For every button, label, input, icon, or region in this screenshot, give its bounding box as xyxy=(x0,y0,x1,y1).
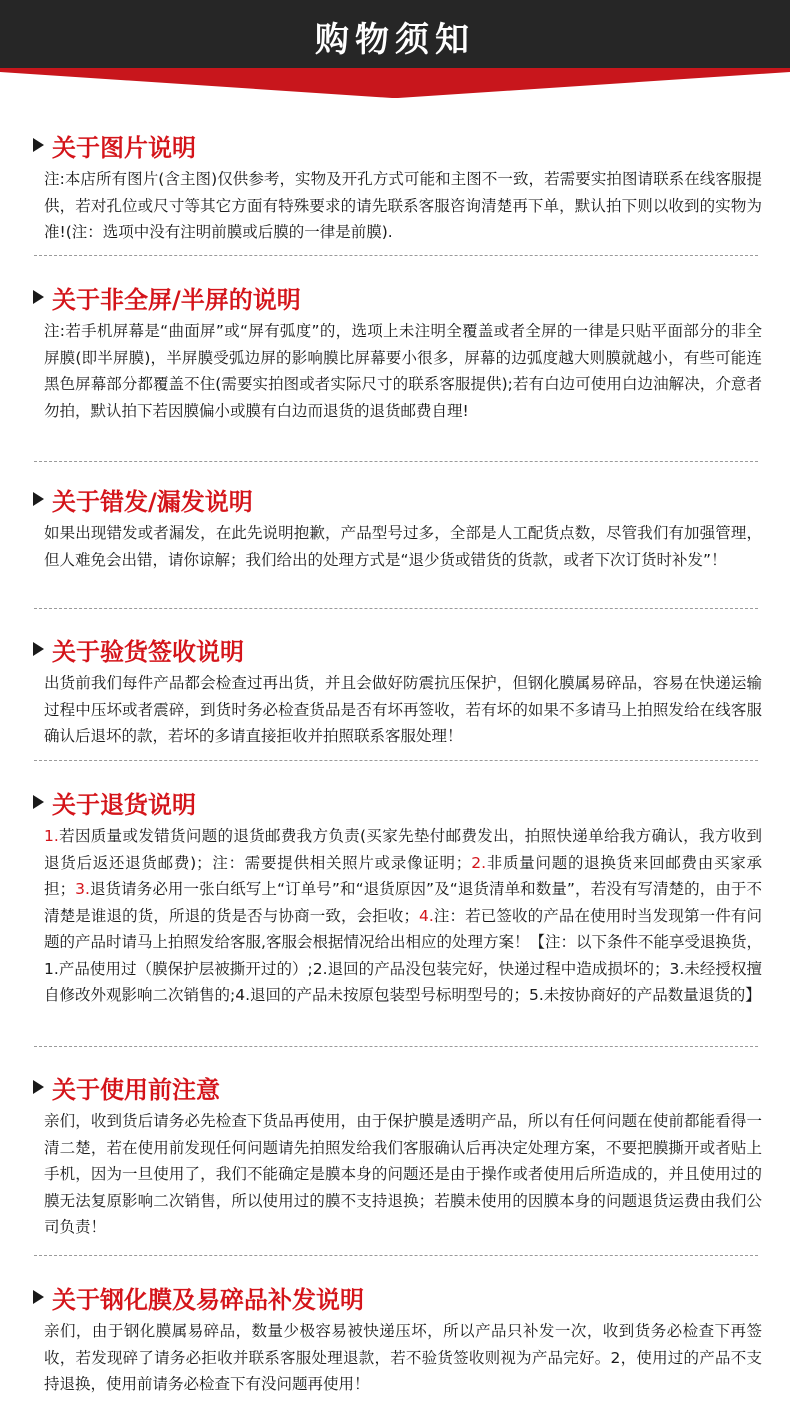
section-body: 亲们，由于钢化膜属易碎品，数量少极容易被快递压坏，所以产品只补发一次，收到货务必检查下再签收，若发现碎了请务必拒收并联系客服处理退款，若不验货签收则视为产品完好。2，使用过的产品不支持退换，使用前请务必检查下有没问题再使用！ xyxy=(44,1322,762,1393)
section-arrow-icon xyxy=(33,642,44,656)
divider xyxy=(34,760,758,761)
section-body: 注:若手机屏幕是“曲面屏”或“屏有弧度”的，选项上未注明全覆盖或者全屏的一律是只贴平面部分的非全屏膜(即半屏膜)，半屏膜受弧边屏的影响膜比屏幕要小很多，屏幕的边弧度越大则膜就越小，有些可能连黑色屏幕部分都覆盖不住(需要实拍图或者实际尺寸的联系客服提供);若有白边可使用白边油解决，介意者勿拍，默认拍下若因膜偏小或膜有白边而退货的退货邮费自理! xyxy=(44,322,762,420)
section-before-use-notice xyxy=(0,1068,790,1241)
section-body xyxy=(44,823,762,1009)
section-picture-notice xyxy=(0,126,790,246)
list-item-text: 退货请务必用一张白纸写上“订单号”和“退货原因”及“退货清单和数量”，若没有写清楚的，由于不清楚是谁退的货，所退的货是否与协商一致，会拒收； xyxy=(44,880,762,925)
list-item-text: 若因质量或发错货问题的退货邮费我方负责(买家先垫付邮费发出，拍照快递单给我方确认，我方收到退货后返还退货邮费)；注：需要提供相关照片或录像证明； xyxy=(44,827,762,872)
list-item-text: 注：若已签收的产品在使用时当发现第一件有问题的产品时请马上拍照发给客服,客服会根据情况给出相应的处理方案！【注：以下条件不能享受退换货，1.产品使用过（膜保护层被撕开过的）;2.退回的产品没包装完好，快递过程中造成损坏的；3.未经授权擅自修改外观影响二次销售的;4.退回的产品未按原包装型号标明型号的；5.未按协商好的产品数量退货的】 xyxy=(44,906,762,1004)
section-title: 关于非全屏/半屏的说明 xyxy=(52,286,301,314)
section-body: 如果出现错发或者漏发，在此先说明抱歉，产品型号过多，全部是人工配货点数，尽管我们有加强管理，但人难免会出错，请你谅解；我们给出的处理方式是“退少货或错货的货款，或者下次订货时补发”！ xyxy=(44,524,762,569)
section-arrow-icon xyxy=(33,492,44,506)
section-title: 关于错发/漏发说明 xyxy=(52,488,253,516)
section-title: 关于验货签收说明 xyxy=(52,638,244,666)
section-inspection-notice xyxy=(0,630,790,750)
section-title: 关于使用前注意 xyxy=(52,1076,220,1104)
divider xyxy=(34,255,758,256)
section-arrow-icon xyxy=(33,138,44,152)
section-title: 关于图片说明 xyxy=(52,134,196,162)
page-title: 购物须知 xyxy=(315,20,475,60)
list-item-text: 非质量问题的退换货来回邮费由买家承担； xyxy=(44,853,762,898)
list-item-number: 3. xyxy=(75,880,90,898)
section-arrow-icon xyxy=(33,290,44,304)
section-title: 关于钢化膜及易碎品补发说明 xyxy=(52,1286,364,1314)
list-item-number: 4. xyxy=(418,906,434,925)
header-banner xyxy=(0,0,790,100)
section-arrow-icon xyxy=(33,795,44,809)
header-red-ribbon xyxy=(0,68,790,100)
divider xyxy=(34,1046,758,1047)
section-body: 注:本店所有图片(含主图)仅供参考，实物及开孔方式可能和主图不一致，若需要实拍图请联系在线客服提供，若对孔位或尺寸等其它方面有特殊要求的请先联系客服咨询清楚再下单，默认拍下则以收到的实物为准!(注：选项中没有注明前膜或后膜的一律是前膜). xyxy=(44,170,762,241)
section-title: 关于退货说明 xyxy=(52,791,196,819)
section-body: 亲们，收到货后请务必先检查下货品再使用，由于保护膜是透明产品，所以有任何问题在使前都能看得一清二楚，若在使用前发现任何问题请先拍照发给我们客服确认后再决定处理方案，不要把膜撕开或者贴上手机，因为一旦使用了，我们不能确定是膜本身的问题还是由于操作或者使用后所造成的，并且使用过的膜无法复原影响二次销售，所以使用过的膜不支持退换；若膜未使用的因膜本身的问题退货运费由我们公司负责！ xyxy=(44,1112,762,1236)
section-body: 出货前我们每件产品都会检查过再出货，并且会做好防震抗压保护，但钢化膜属易碎品，容易在快递运输过程中压坏或者震碎，到货时务必检查货品是否有坏再签收，若有坏的如果不多请马上拍照发给在线客服确认后退坏的款，若坏的多请直接拒收并拍照联系客服处理！ xyxy=(44,674,762,745)
section-arrow-icon xyxy=(33,1290,44,1304)
section-reshipment-notice xyxy=(0,1278,790,1398)
section-arrow-icon xyxy=(33,1080,44,1094)
list-item-number: 2. xyxy=(471,853,487,872)
section-wrong-shipment-notice xyxy=(0,480,790,573)
list-item-number: 1. xyxy=(44,827,59,845)
section-return-notice xyxy=(0,783,790,1009)
divider xyxy=(34,461,758,462)
section-half-screen-notice xyxy=(0,278,790,424)
divider xyxy=(34,608,758,609)
divider xyxy=(34,1255,758,1256)
